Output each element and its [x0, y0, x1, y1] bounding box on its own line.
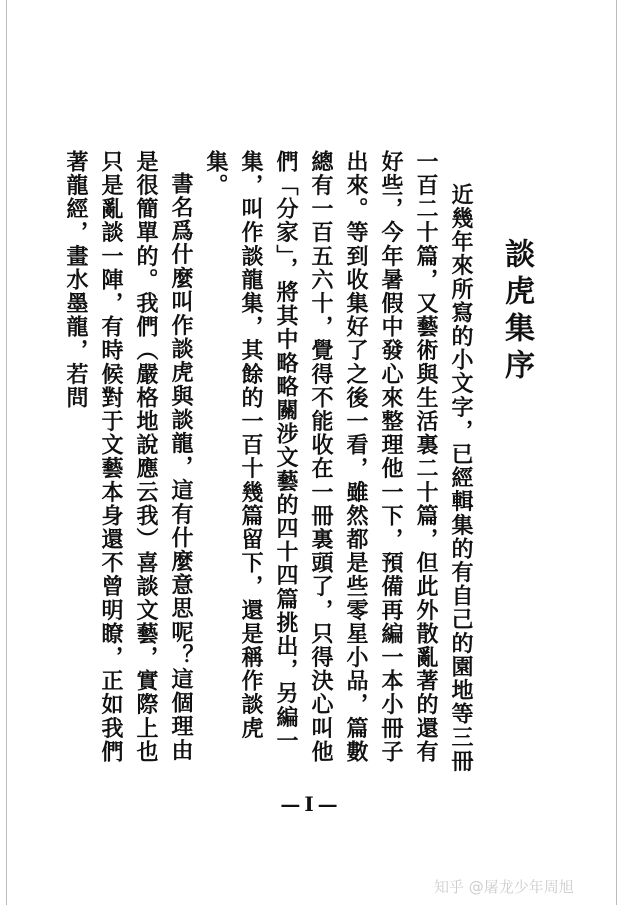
page-number: —I— [280, 792, 342, 816]
paragraph-2: 書名爲什麼叫作談虎與談龍，這有什麼意思呢？這個理由是很簡單的。我們（嚴格地說應云我）喜談文藝，實際上也只是亂談一陣，有時候對于文藝本身還不曾明瞭，正如我們著龍經，畫水墨龍，若問 [63, 150, 194, 764]
body-text [63, 150, 478, 780]
page-title: 談虎集序 [499, 238, 534, 386]
paragraph-1: 近幾年來所寫的小文字，已經輯集的有自己的園地等三冊一百二十篇，又藝術與生活裏二十篇，但此外散亂著的還有好些，今年暑假中發心來整理他一下，預備再編一本小冊子出來。等到收集好了之後一看，雖然都是些零星小品，篇數總有一百五六十，覺得不能收在一冊裏頭了，只得決心叫他們「分家」，將其中略略關涉文藝的四十四篇挑出，另編一集，叫作談龍集，其餘的一百十幾篇留下，還是稱作談虎集。 [203, 150, 474, 773]
watermark: 知乎 @屠龙少年周旭 [434, 878, 574, 896]
